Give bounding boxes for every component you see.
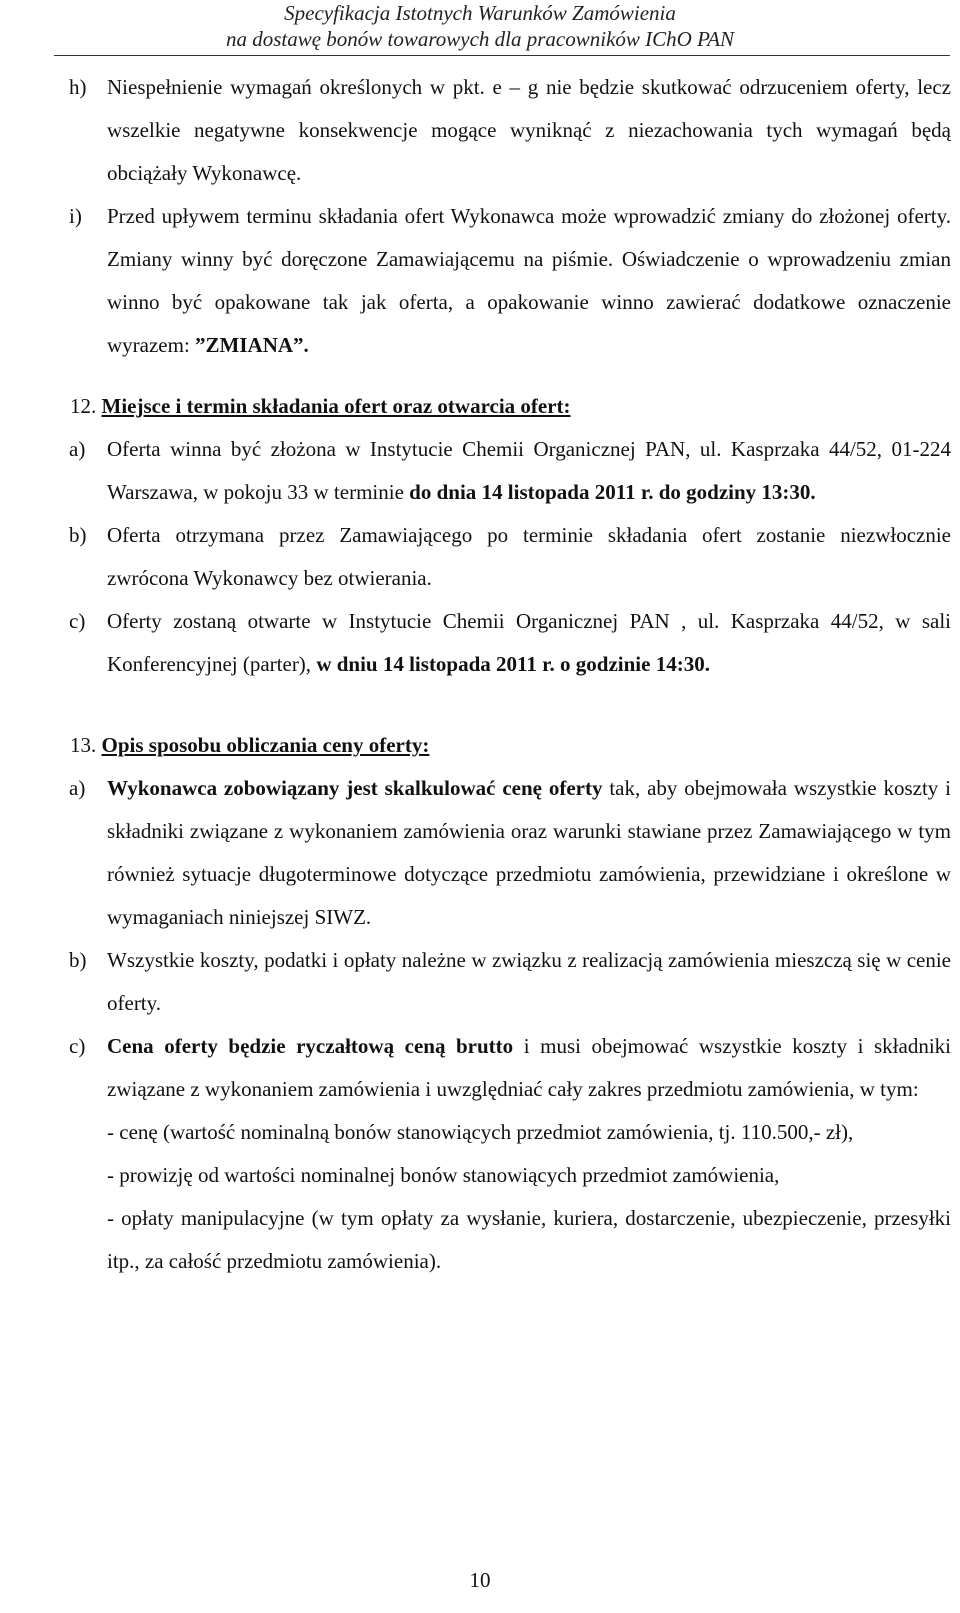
item-text-plain: i musi obejmować wszystkie koszty i składniki związane z wykonaniem zamówienia i uwzględniać cały zakres przedmiotu zamówienia, w tym:	[107, 1034, 952, 1101]
section-heading-12	[70, 385, 960, 428]
list-item-13b	[69, 939, 951, 1025]
item-label: h)	[69, 75, 87, 99]
item-label: c)	[69, 1034, 86, 1058]
header-divider	[54, 55, 950, 56]
section-number: 13.	[70, 733, 97, 757]
item-text	[107, 428, 951, 514]
item-label: b)	[69, 948, 87, 972]
item-text	[107, 195, 951, 367]
item-label: a)	[69, 776, 86, 800]
item-label: b)	[69, 523, 87, 547]
list-item-i	[69, 195, 951, 367]
item-text: Oferta otrzymana przez Zamawiającego po terminie składania ofert zostanie niezwłocznie zwrócona Wykonawcy bez otwierania.	[107, 523, 951, 590]
item-label: c)	[69, 609, 86, 633]
header-title: Specyfikacja Istotnych Warunków Zamówienia	[284, 1, 676, 25]
item-text-plain: Przed upływem terminu składania ofert Wykonawca może wprowadzić zmiany do złożonej oferty. Zmiany winny być doręczone Zamawiającemu na piśmie. Oświadczenie o wprowadzeniu zmian winno być opakowane tak jak oferta, a opakowanie winno zawierać dodatkowe oznaczenie wyrazem:	[107, 204, 951, 357]
page-number: 10	[469, 1568, 491, 1592]
item-label: i)	[69, 204, 82, 228]
item-text	[107, 767, 951, 939]
list-item-12c	[69, 600, 951, 686]
item-text-bold: do dnia 14 listopada 2011 r. do godziny 13:30.	[409, 480, 816, 504]
section-title: Miejsce i termin składania ofert oraz otwarcia ofert:	[101, 394, 571, 418]
document-body	[0, 66, 960, 1283]
section-heading-13	[70, 724, 960, 767]
item-text	[107, 1025, 951, 1111]
item-text-plain: Oferta winna być złożona w Instytucie Chemii Organicznej PAN, ul. Kasprzaka 44/52, 01-224 Warszawa, w pokoju 33 w terminie	[107, 437, 951, 504]
item-text-plain: Oferty zostaną otwarte w Instytucie Chemii Organicznej PAN , ul. Kasprzaka 44/52, w sali Konferencyjnej (parter),	[107, 609, 951, 676]
item-text	[107, 600, 951, 686]
item-text-bold: Cena oferty będzie ryczałtową ceną brutto	[107, 1034, 514, 1058]
sub-item-price: - cenę (wartość nominalną bonów stanowiących przedmiot zamówienia, tj. 110.500,- zł),	[107, 1120, 854, 1144]
list-item-13c	[69, 1025, 951, 1111]
sub-item-fees: - opłaty manipulacyjne (w tym opłaty za wysłanie, kuriera, dostarczenie, ubezpieczenie, przesyłki itp., za całość przedmiotu zamówienia).	[107, 1206, 951, 1273]
header-subtitle: na dostawę bonów towarowych dla pracowników IChO PAN	[225, 27, 735, 51]
list-item-12a	[69, 428, 951, 514]
item-text-bold: Wykonawca zobowiązany jest skalkulować cenę oferty	[107, 776, 603, 800]
document-header	[0, 0, 960, 52]
list-item-h	[69, 66, 951, 195]
sub-item-commission: - prowizję od wartości nominalnej bonów stanowiących przedmiot zamówienia,	[107, 1163, 780, 1187]
section-title: Opis sposobu obliczania ceny oferty:	[101, 733, 430, 757]
list-item-13a	[69, 767, 951, 939]
item-text-plain: tak, aby obejmowała wszystkie koszty i składniki związane z wykonaniem zamówienia oraz warunki stawiane przez Zamawiającego w tym również sytuacje długoterminowe dotyczące przedmiotu zamówienia, przewidziane i określone w wymaganiach niniejszej SIWZ.	[107, 776, 951, 929]
item-text-bold: ”ZMIANA”.	[195, 333, 309, 357]
list-item-12b	[69, 514, 951, 600]
section-number: 12.	[70, 394, 97, 418]
item-text-bold: w dniu 14 listopada 2011 r. o godzinie 14:30.	[316, 652, 710, 676]
item-label: a)	[69, 437, 86, 461]
item-text: Wszystkie koszty, podatki i opłaty należne w związku z realizacją zamówienia mieszczą się w cenie oferty.	[107, 948, 951, 1015]
item-text: Niespełnienie wymagań określonych w pkt. e – g nie będzie skutkować odrzuceniem oferty, lecz wszelkie negatywne konsekwencje mogące wyniknąć z niezachowania tych wymagań będą obciążały Wykonawcę.	[107, 75, 951, 185]
